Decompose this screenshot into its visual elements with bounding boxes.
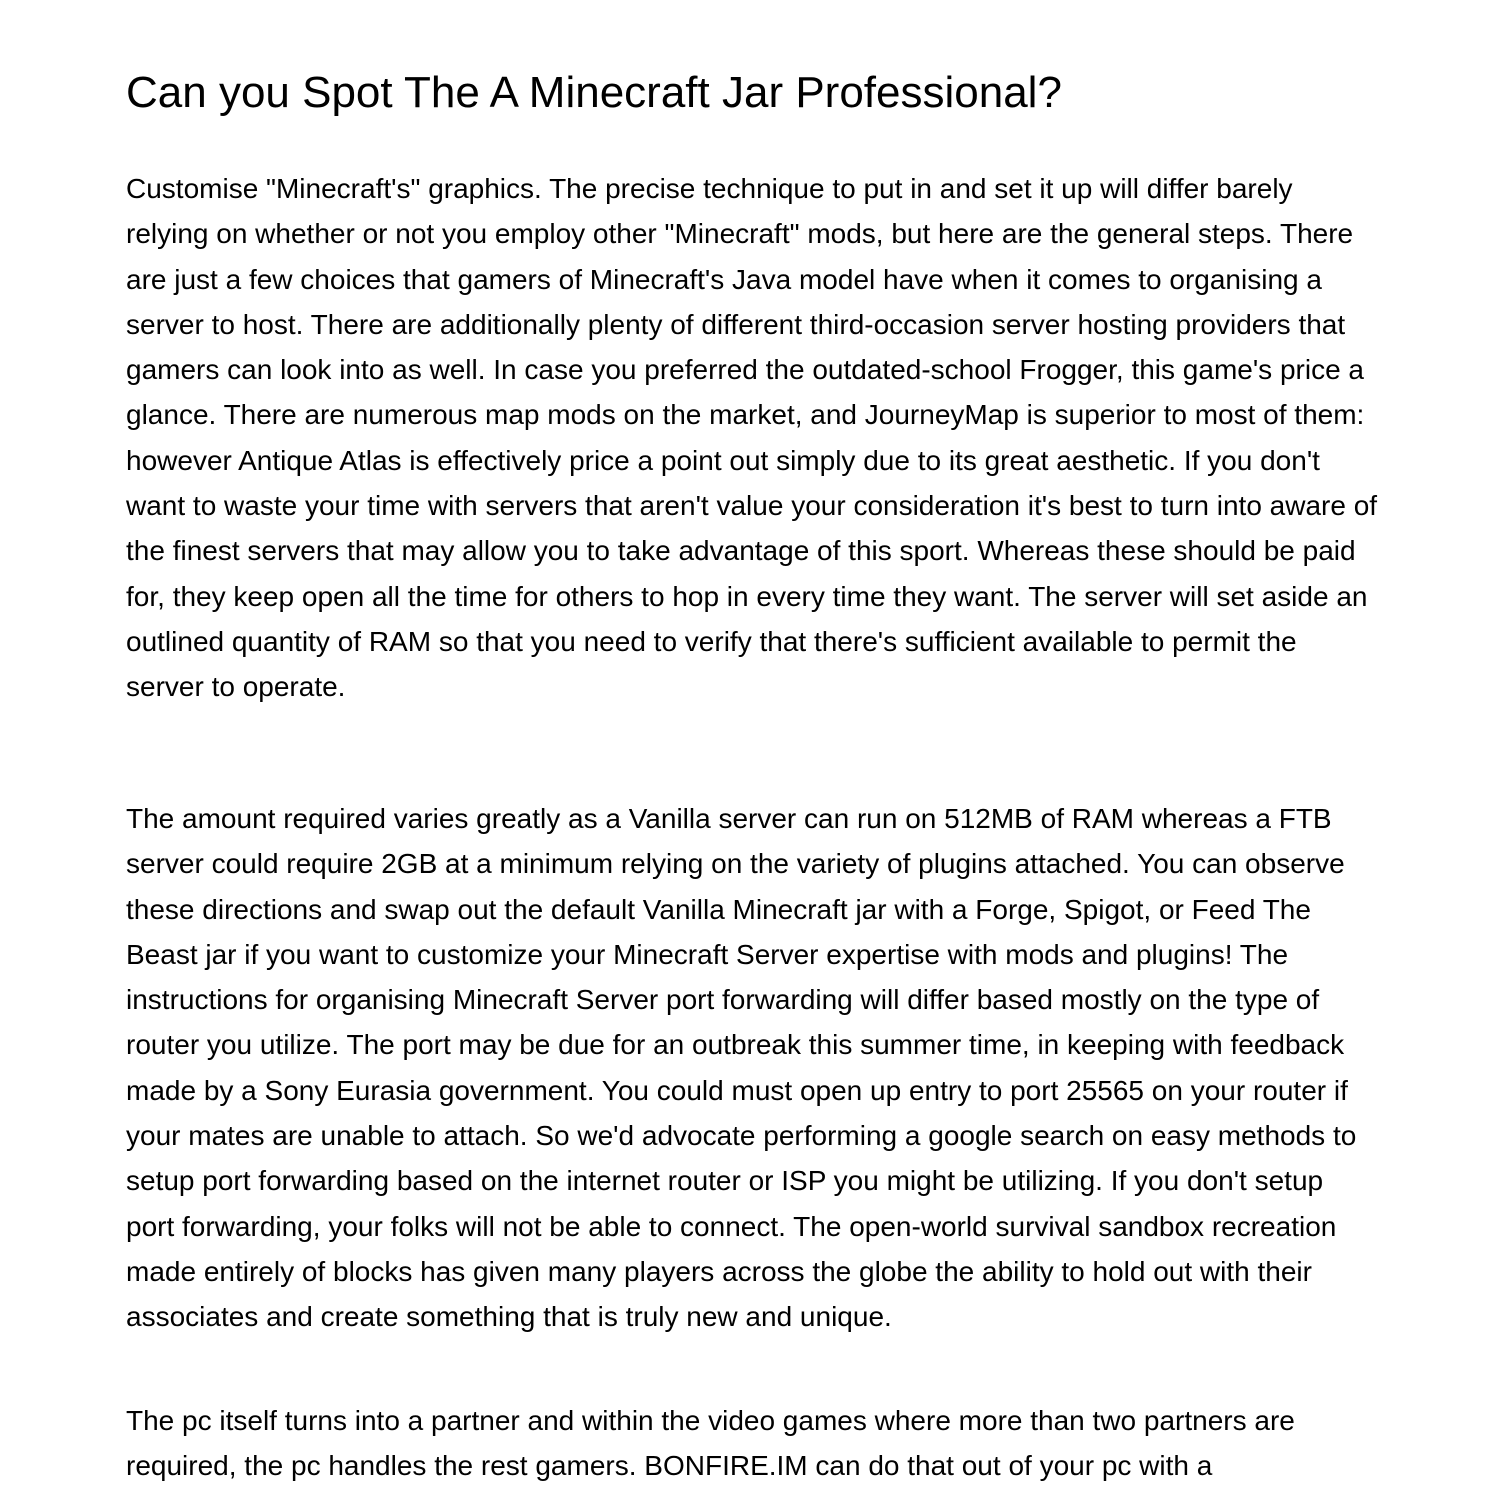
paragraph-1: Customise "Minecraft's" graphics. The precise technique to put in and set it up will differ barely relying on whether or not you employ other "Minecraft" mods, but here are the general steps. There are just a few choices that gamers of Minecraft's Java model have when it comes to organising a server to host. There are additionally plenty of different third-occasion server hosting providers that gamers can look into as well. In case you preferred the outdated-school Frogger, this game's price a glance. There are numerous map mods on the market, and JourneyMap is superior to most of them: however Antique Atlas is effectively price a point out simply due to its great aesthetic. If you don't want to waste your time with servers that aren't value your consideration it's best to turn into aware of the finest servers that may allow you to take advantage of this sport. Whereas these should be paid for, they keep open all the time for others to hop in every time they want. The server will set aside an outlined quantity of RAM so that you need to verify that there's sufficient available to permit the server to operate. [126,173,1378,703]
paragraph-3: The pc itself turns into a partner and within the video games where more than two partners are required, the pc handles the rest gamers. BONFIRE.IM can do that out of your pc with a [126,1405,1295,1482]
document-title: Can you Spot The A Minecraft Jar Professional? [126,68,1062,117]
paragraph-2: The amount required varies greatly as a Vanilla server can run on 512MB of RAM whereas a FTB server could require 2GB at a minimum relying on the variety of plugins attached. You can observe these directions and swap out the default Vanilla Minecraft jar with a Forge, Spigot, or Feed The Beast jar if you want to customize your Minecraft Server expertise with mods and plugins! The instructions for organising Minecraft Server port forwarding will differ based mostly on the type of router you utilize. The port may be due for an outbreak this summer time, in keeping with feedback made by a Sony Eurasia government. You could must open up entry to port 25565 on your router if your mates are unable to attach. So we'd advocate performing a google search on easy methods to setup port forwarding based on the internet router or ISP you might be utilizing. If you don't setup port forwarding, your folks will not be able to connect. The open-world survival sandbox recreation made entirely of blocks has given many players across the globe the ability to hold out with their associates and create something that is truly new and unique. [126,803,1357,1333]
